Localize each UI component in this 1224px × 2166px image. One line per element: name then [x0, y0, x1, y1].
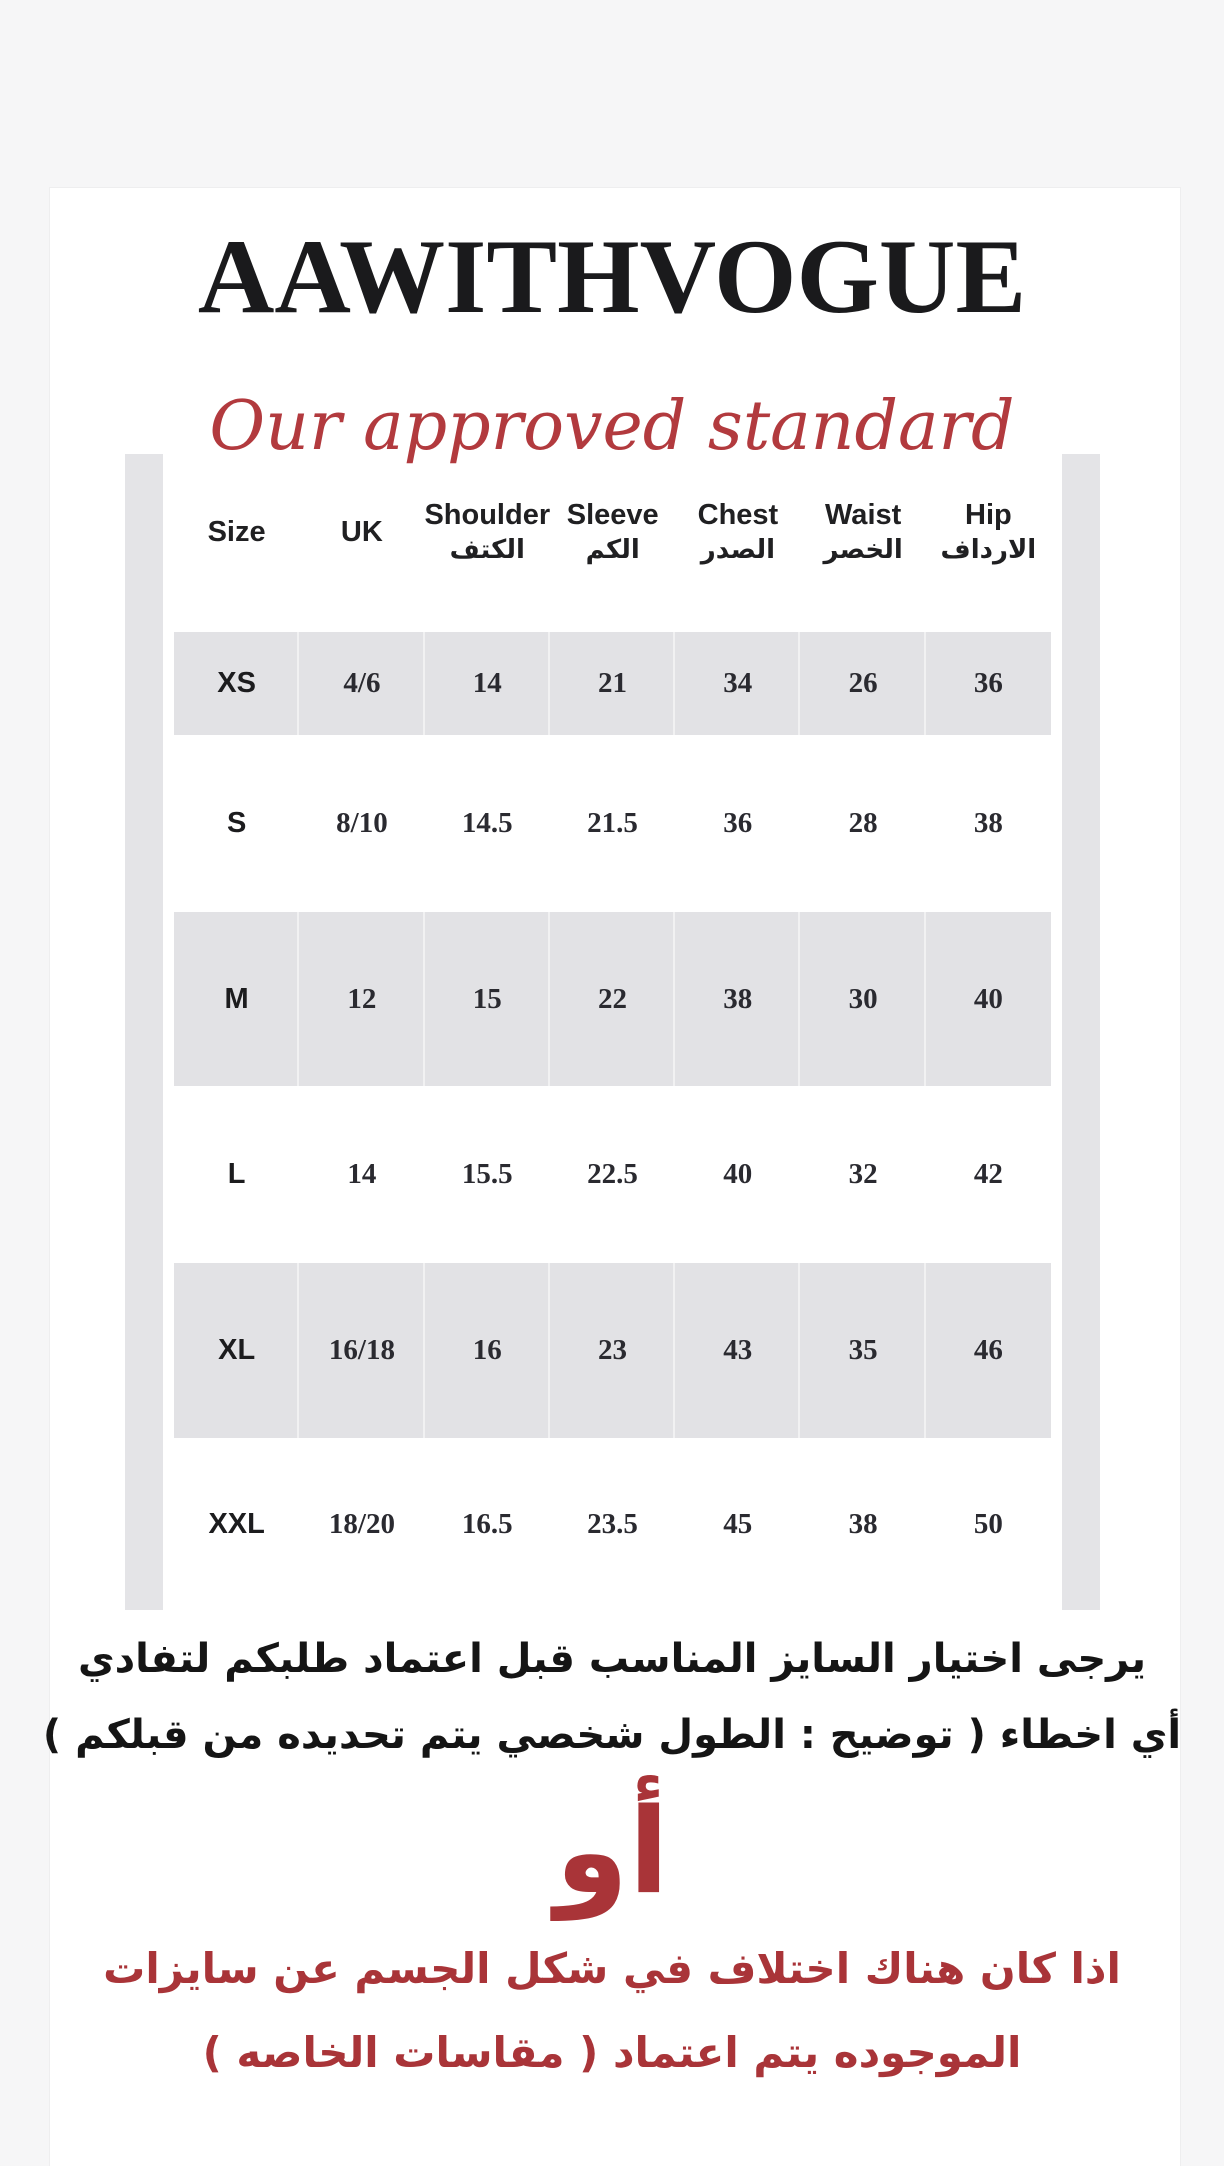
uk-value: 4/6 [299, 632, 424, 735]
chest-value: 36 [723, 807, 753, 839]
sleeve-value: 23.5 [587, 1507, 638, 1540]
hip-value: 50 [973, 1507, 1003, 1540]
uk-value: 18/20 [328, 1507, 395, 1540]
uk-value: 14 [347, 1158, 377, 1190]
hip-value: 40 [973, 982, 1003, 1015]
column-header-waist-en: Waist [825, 499, 902, 532]
hip-value: 42 [973, 1158, 1003, 1190]
shoulder-value: 16.5 [461, 1507, 513, 1540]
size-table-grid [174, 454, 1051, 1610]
shoulder-value: 14 [425, 632, 550, 735]
size-value: XXL [208, 1507, 265, 1540]
column-header-sleeve [550, 499, 675, 567]
column-header-uk [299, 516, 424, 549]
uk-value: 12 [299, 912, 424, 1086]
brand-title: AAWITHVOGUE [197, 218, 1027, 335]
column-header-size [174, 516, 299, 549]
waist-value: 38 [848, 1507, 878, 1540]
table-row-xs [174, 632, 1051, 735]
table-row-l [174, 1086, 1051, 1263]
table-header-row [174, 454, 1051, 632]
column-header-chest-en: Chest [697, 499, 779, 532]
hip-value: 36 [973, 667, 1003, 699]
divider-or-word: أو [555, 1782, 669, 1920]
chest-value: 38 [675, 912, 800, 1086]
sleeve-value: 21 [550, 632, 675, 735]
uk-value: 8/10 [336, 807, 388, 839]
chest-value: 43 [675, 1263, 800, 1438]
sleeve-value: 21.5 [587, 807, 638, 839]
column-header-size-en: Size [207, 516, 266, 549]
column-header-waist-ar: الخصر [823, 535, 903, 566]
note-red-line-1: اذا كان هناك اختلاف في شكل الجسم عن سايزات [103, 1944, 1121, 1993]
column-header-chest-ar: الصدر [700, 535, 776, 566]
shoulder-value: 15 [425, 912, 550, 1086]
shoulder-value: 15.5 [461, 1158, 513, 1190]
waist-value: 28 [848, 807, 878, 839]
column-header-hip-en: Hip [965, 499, 1012, 532]
table-right-edge-strip [1062, 454, 1100, 1610]
uk-value: 16/18 [299, 1263, 424, 1438]
column-header-hip [926, 499, 1051, 567]
column-header-shoulder-en: Shoulder [424, 499, 551, 532]
brand-tagline: Our approved standard [209, 387, 1015, 466]
waist-value: 35 [800, 1263, 925, 1438]
table-row-xl [174, 1263, 1051, 1438]
note-red-line-2: الموجوده يتم اعتماد ( مقاسات الخاصه ) [202, 2028, 1022, 2077]
size-value: M [174, 912, 299, 1086]
column-header-uk-en: UK [340, 516, 383, 549]
sleeve-value: 22 [550, 912, 675, 1086]
shoulder-value: 14.5 [461, 807, 513, 839]
size-value: L [227, 1158, 246, 1190]
shoulder-value: 16 [425, 1263, 550, 1438]
chest-value: 40 [723, 1158, 753, 1190]
table-row-s [174, 735, 1051, 912]
sleeve-value: 23 [550, 1263, 675, 1438]
table-row-m [174, 912, 1051, 1086]
chest-value: 45 [723, 1507, 753, 1540]
sleeve-value: 22.5 [587, 1158, 638, 1190]
size-table [125, 454, 1100, 1610]
waist-value: 30 [800, 912, 925, 1086]
hip-value: 46 [973, 1334, 1003, 1366]
waist-value: 32 [848, 1158, 878, 1190]
size-value: XS [174, 632, 299, 735]
column-header-shoulder-ar: الكتف [449, 535, 525, 566]
column-header-shoulder [424, 499, 550, 567]
size-value: XL [174, 1263, 299, 1438]
note-black-line-1: يرجى اختيار السايز المناسب قبل اعتماد طلبكم لتفادي [77, 1636, 1147, 1682]
note-black-line-2: أي اخطاء ( توضيح : الطول شخصي يتم تحديده من قبلكم ) [42, 1712, 1182, 1758]
hip-value: 38 [973, 807, 1003, 839]
column-header-waist [801, 499, 926, 567]
chest-value: 34 [675, 632, 800, 735]
size-value: S [226, 807, 247, 839]
column-header-sleeve-ar: الكم [585, 535, 640, 566]
column-header-sleeve-en: Sleeve [566, 499, 659, 532]
column-header-hip-ar: الارداف [940, 535, 1037, 566]
waist-value: 26 [800, 632, 925, 735]
column-header-chest [675, 499, 800, 567]
table-row-xxl [174, 1438, 1051, 1610]
table-left-edge-strip [125, 454, 163, 1610]
